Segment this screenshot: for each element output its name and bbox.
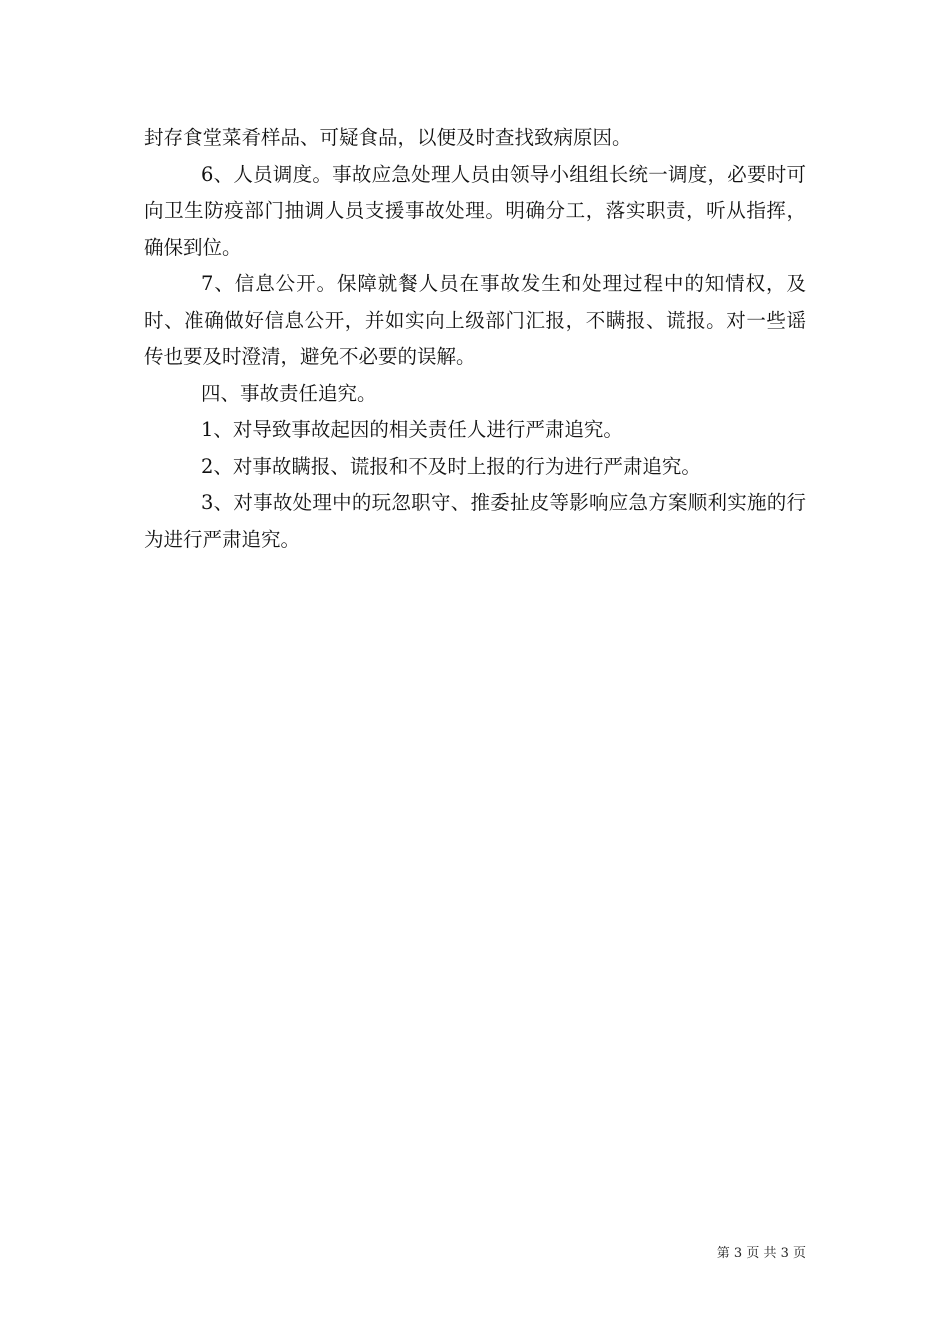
paragraph-liability-2: 2、对事故瞒报、谎报和不及时上报的行为进行严肃追究。 <box>201 454 701 478</box>
paragraph-liability-3: 3、对事故处理中的玩忽职守、推委扯皮等影响应急方案顺利实施的行为进行严肃追究。 <box>144 491 806 551</box>
document-body <box>144 120 806 558</box>
paragraph-item-6: 6、人员调度。事故应急处理人员由领导小组组长统一调度，必要时可向卫生防疫部门抽调人员支援事故处理。明确分工，落实职责，听从指挥，确保到位。 <box>144 162 806 259</box>
paragraph-continuation: 封存食堂菜肴样品、可疑食品，以便及时查找致病原因。 <box>144 126 632 149</box>
paragraph-item-7: 7、信息公开。保障就餐人员在事故发生和处理过程中的知情权，及时、准确做好信息公开，并如实向上级部门汇报，不瞒报、谎报。对一些谣传也要及时澄清，避免不必要的误解。 <box>144 272 806 368</box>
page-number-footer: 第 3 页 共 3 页 <box>716 1246 806 1261</box>
paragraph-liability-1: 1、对导致事故起因的相关责任人进行严肃追究。 <box>201 418 623 441</box>
section-heading-4: 四、事故责任追究。 <box>201 381 377 405</box>
